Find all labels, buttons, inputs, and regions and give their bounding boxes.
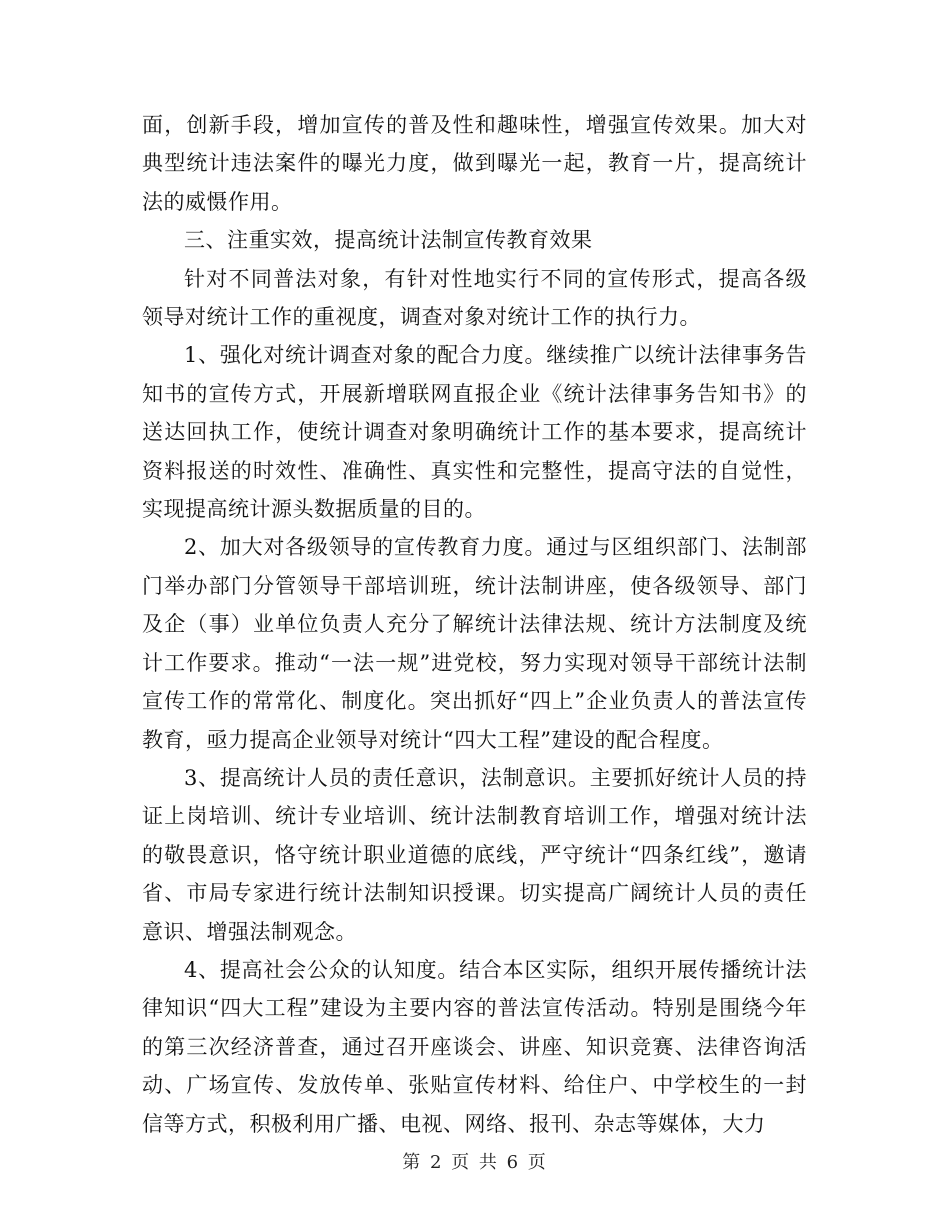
list-item-1: 1、强化对统计调查对象的配合力度。继续推广以统计法律事务告知书的宣传方式，开展新增联网直报企业《统计法律事务告知书》的送达回执工作，使统计调查对象明确统计工作的基本要求，提高统计资料报送的时效性、准确性、真实性和完整性，提高守法的自觉性，实现提高统计源头数据质量的目的。 [142,343,807,522]
list-item-2: 2、加大对各级领导的宣传教育力度。通过与区组织部门、法制部门举办部门分管领导干部培训班，统计法制讲座，使各级领导、部门及企（事）业单位负责人充分了解统计法律法规、统计方法制度及统计工作要求。推动“一法一规”进党校，努力实现对领导干部统计法制宣传工作的常常化、制度化。突出抓好“四上”企业负责人的普法宣传教育，亟力提高企业领导对统计“四大工程”建设的配合程度。 [142,535,807,752]
document-body [142,106,807,1143]
list-item-3: 3、提高统计人员的责任意识，法制意识。主要抓好统计人员的持证上岗培训、统计专业培训、统计法制教育培训工作，增强对统计法的敬畏意识，恪守统计职业道德的底线，严守统计“四条红线”，邀请省、市局专家进行统计法制知识授课。切实提高广阔统计人员的责任意识、增强法制观念。 [142,765,807,944]
paragraph-3: 针对不同普法对象，有针对性地实行不同的宣传形式，提高各级领导对统计工作的重视度，调查对象对统计工作的执行力。 [142,266,807,330]
page-number: 第 2 页 共 6 页 [402,1152,548,1173]
paragraph-1: 面，创新手段，增加宣传的普及性和趣味性，增强宣传效果。加大对典型统计违法案件的曝光力度，做到曝光一起，教育一片，提高统计法的威慑作用。 [142,113,807,214]
section-heading: 三、注重实效，提高统计法制宣传教育效果 [184,228,593,253]
list-item-4: 4、提高社会公众的认知度。结合本区实际，组织开展传播统计法律知识“四大工程”建设为主要内容的普法宣传活动。特别是围绕今年的第三次经济普查，通过召开座谈会、讲座、知识竞赛、法律咨询活动、广场宣传、发放传单、张贴宣传材料、给住户、中学校生的一封信等方式，积极利用广播、电视、网络、报刊、杂志等媒体，大力 [142,957,807,1136]
